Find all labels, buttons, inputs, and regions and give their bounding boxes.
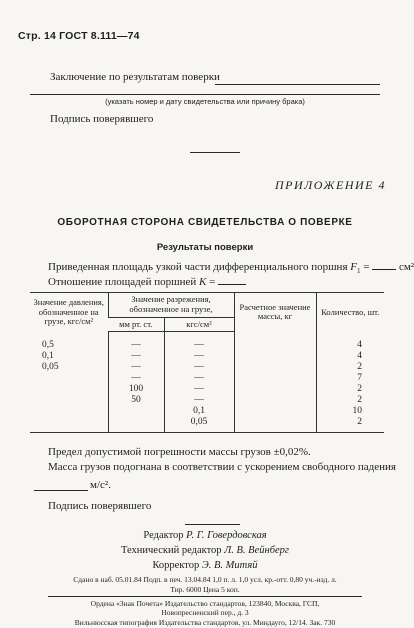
ratio-text: Отношение площадей поршней: [48, 276, 197, 288]
conclusion-blank: [215, 84, 380, 85]
credit-role: Технический редактор: [120, 545, 222, 556]
footer-rule: [48, 596, 362, 597]
table-row: [30, 351, 384, 362]
table-row: [30, 395, 384, 406]
table-row: [30, 406, 384, 417]
signature-blank-1: [190, 152, 240, 153]
credit-name: Р. Г. Говердовская: [186, 530, 267, 541]
cell-kgs: 0,05: [164, 417, 234, 433]
cell-mm: —: [108, 362, 164, 373]
area-unit: см²: [398, 261, 414, 273]
footer-line-5: Вильнюсская типография Издательства стандартов, ул. Миндауго, 12/14. Зак. 730: [74, 618, 336, 627]
footer-line-4: Новопресненский пер., д. 3: [161, 608, 249, 617]
results-heading: Результаты поверки: [156, 242, 254, 253]
cell-mm: 50: [108, 395, 164, 406]
fitted-blank: [34, 490, 88, 491]
col3-header: Расчетное значение массы, кг: [234, 293, 316, 332]
cell-count: 4: [316, 351, 384, 362]
footer-line-1: Сдано в наб. 05.01.84 Подп. в печ. 13.04.84 1,0 п. л. 1,0 усл. кр.-отт. 0,80 уч.-изд. л.: [73, 575, 337, 584]
cell-mass: [234, 417, 316, 433]
cell-mass: [234, 384, 316, 395]
cell-pressure: 0,5: [42, 339, 54, 350]
col1-header: Значение давления, обозначенное на грузе, кгс/см²: [30, 293, 108, 332]
col2b-header: кгс/см²: [164, 317, 234, 332]
cell-mm: —: [108, 332, 164, 352]
cell-pressure: [30, 395, 108, 406]
credit-editor: [0, 530, 410, 541]
cell-kgs: 0,1: [164, 406, 234, 417]
credit-name: Э. В. Митяй: [201, 560, 258, 571]
col2-header: Значение разрежения, обозначенное на грузе,: [108, 293, 234, 318]
credit-name: Л. В. Вейнберг: [224, 545, 290, 556]
ratio-blank: [218, 284, 246, 285]
conclusion-note: (указать номер и дату свидетельства или причину брака): [105, 97, 305, 106]
table-row: [30, 417, 384, 433]
page-header: Стр. 14 ГОСТ 8.111—74: [18, 30, 140, 42]
cell-mass: [234, 351, 316, 362]
ratio-var: K: [199, 276, 207, 288]
cell-count: 10: [316, 406, 384, 417]
cell-count: 2: [316, 417, 384, 433]
cell-pressure: [30, 384, 108, 395]
credit-proofreader: [0, 560, 410, 571]
cell-mm: 100: [108, 384, 164, 395]
cell-count: 2: [316, 362, 384, 373]
cell-kgs: —: [164, 395, 234, 406]
area-blank: [372, 269, 396, 270]
appendix-label: ПРИЛОЖЕНИЕ 4: [275, 178, 386, 192]
signature-label-2: Подпись поверявшего: [48, 500, 152, 512]
table-row: [30, 332, 384, 352]
cell-pressure: [30, 373, 108, 384]
cell-kgs: —: [164, 351, 234, 362]
cell-mm: —: [108, 351, 164, 362]
area-sub: 1: [357, 267, 361, 276]
cell-count: 4: [316, 332, 384, 352]
cell-kgs: —: [164, 373, 234, 384]
ratio-line: [48, 276, 246, 288]
cell-mm: [108, 406, 164, 417]
conclusion-rule: [30, 94, 380, 95]
cell-mm: [108, 417, 164, 433]
cell-kgs: —: [164, 384, 234, 395]
tolerance-text: Предел допустимой погрешности массы грузов ±0,02%.: [48, 446, 311, 458]
cell-mass: [234, 395, 316, 406]
area-var: F: [350, 261, 357, 273]
fitted-unit: м/с².: [90, 479, 111, 491]
cell-mass: [234, 373, 316, 384]
results-table: [30, 292, 384, 433]
cell-mm: —: [108, 373, 164, 384]
signature-label-1: Подпись поверявшего: [50, 113, 154, 125]
table-row: [30, 362, 384, 373]
fitted-text: Масса грузов подогнана в соответствии с ускорением свободного падения: [48, 461, 396, 473]
conclusion-label: Заключение по результатам поверки: [50, 71, 220, 83]
cell-pressure: 0,1: [42, 351, 54, 362]
cell-mass: [234, 362, 316, 373]
table-row: [30, 384, 384, 395]
table-row: [30, 373, 384, 384]
cell-mass: [234, 332, 316, 352]
cell-pressure: [30, 406, 108, 417]
signature-blank-2: [185, 524, 240, 525]
ratio-eq: =: [206, 276, 219, 288]
area-eq: =: [360, 261, 373, 273]
cell-count: 2: [316, 384, 384, 395]
credit-role: Корректор: [152, 560, 200, 571]
document-title: ОБОРОТНАЯ СТОРОНА СВИДЕТЕЛЬСТВА О ПОВЕРКЕ: [57, 217, 353, 228]
area-line: [48, 261, 414, 275]
cell-kgs: —: [164, 332, 234, 352]
cell-count: 7: [316, 373, 384, 384]
area-text: Приведенная площадь узкой части дифференциального поршня: [48, 261, 348, 273]
cell-pressure: [30, 417, 108, 433]
cell-count: 2: [316, 395, 384, 406]
col4-header: Количество, шт.: [316, 293, 384, 332]
footer-line-3: Ордена «Знак Почета» Издательство стандартов, 123840, Москва, ГСП,: [90, 599, 320, 608]
footer-line-2: Тир. 6000 Цена 5 коп.: [170, 585, 240, 594]
cell-kgs: —: [164, 362, 234, 373]
cell-mass: [234, 406, 316, 417]
cell-pressure: 0,05: [42, 362, 59, 373]
col2a-header: мм рт. ст.: [108, 317, 164, 332]
credit-role: Редактор: [143, 530, 184, 541]
credit-tech-editor: [0, 545, 410, 556]
